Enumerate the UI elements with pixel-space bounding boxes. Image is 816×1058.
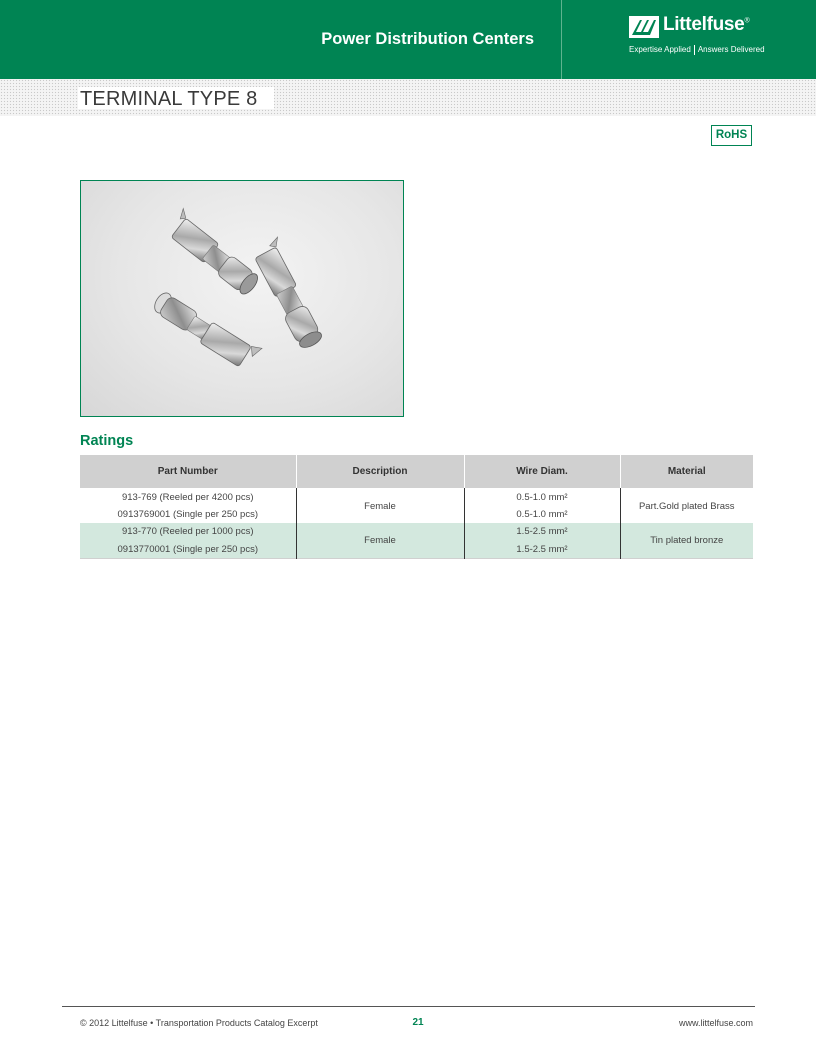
column-header-part-number: Part Number	[80, 455, 296, 488]
page-header	[0, 0, 816, 79]
title-strip	[0, 79, 816, 116]
part-number-cell: 0913770001 (Single per 250 pcs)	[80, 541, 296, 559]
part-number-cell: 913-770 (Reeled per 1000 pcs)	[80, 523, 296, 541]
footer-copyright: © 2012 Littelfuse • Transportation Products Catalog Excerpt	[80, 1018, 318, 1028]
brand-tagline: Expertise Applied Answers Delivered	[629, 45, 765, 55]
brand-name: Littelfuse®	[663, 14, 750, 35]
littelfuse-logo-icon	[629, 16, 659, 38]
wire-diam-cell: 0.5-1.0 mm²	[464, 506, 620, 524]
ratings-table	[80, 455, 753, 559]
table-row	[80, 488, 753, 506]
rohs-badge: RoHS	[711, 125, 752, 146]
section-title: Power Distribution Centers	[321, 30, 534, 48]
page-number: 21	[412, 1017, 424, 1028]
material-cell: Tin plated bronze	[620, 523, 753, 558]
footer-website-link[interactable]: www.littelfuse.com	[678, 1018, 753, 1028]
material-cell: Part.Gold plated Brass	[620, 488, 753, 523]
wire-diam-cell: 0.5-1.0 mm²	[464, 488, 620, 506]
column-header-description: Description	[296, 455, 464, 488]
description-cell: Female	[296, 488, 464, 523]
column-header-wire-diam: Wire Diam.	[464, 455, 620, 488]
product-photo	[80, 180, 404, 417]
terminal-illustration	[81, 181, 404, 417]
brand-logo	[629, 16, 779, 60]
part-number-cell: 913-769 (Reeled per 4200 pcs)	[121, 492, 254, 504]
page-title: TERMINAL TYPE 8	[80, 88, 258, 110]
ratings-heading: Ratings	[80, 433, 134, 449]
wire-diam-cell: 1.5-2.5 mm²	[464, 523, 620, 541]
wire-diam-cell: 1.5-2.5 mm²	[464, 541, 620, 559]
header-divider	[561, 0, 562, 79]
table-row	[80, 523, 753, 541]
column-header-material: Material	[620, 455, 753, 488]
part-number-cell: 0913769001 (Single per 250 pcs)	[117, 508, 258, 520]
table-header-row	[80, 455, 753, 488]
footer-divider	[62, 1006, 755, 1007]
description-cell: Female	[296, 523, 464, 558]
